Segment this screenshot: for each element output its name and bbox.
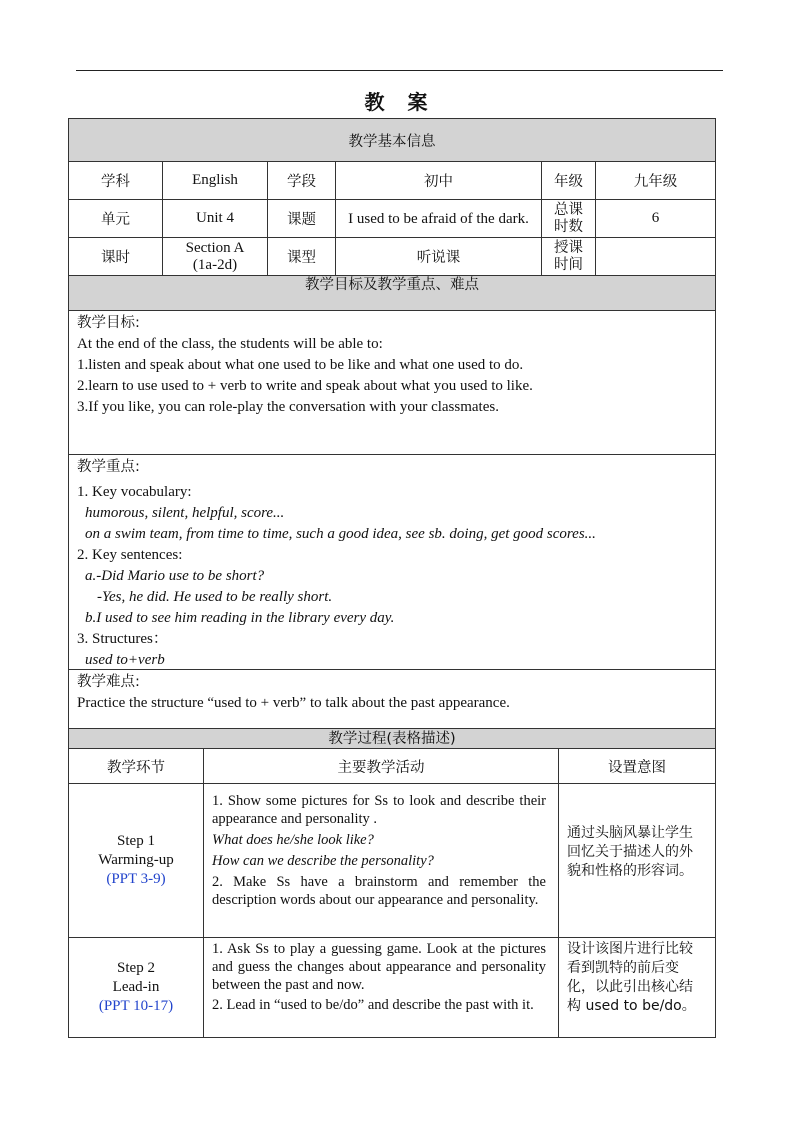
activity-line: 1. Ask Ss to play a guessing game. Look at the pictures and guess the changes about appearance and personality between the past and now. bbox=[212, 941, 546, 993]
value-type: 听说课 bbox=[336, 238, 542, 275]
label-type: 课型 bbox=[268, 238, 336, 275]
objectives-line: 1.listen and speak about what one used to be like and what one used to do. bbox=[77, 357, 524, 373]
label-period: 课时 bbox=[69, 238, 163, 275]
value-topic: I used to be afraid of the dark. bbox=[336, 200, 542, 237]
step-ppt: (PPT 3-9) bbox=[106, 871, 166, 887]
activity-question: How can we describe the personality? bbox=[212, 853, 434, 869]
activity-line: 2. Lead in “used to be/do” and describe the past with it. bbox=[212, 997, 534, 1013]
value-total-hours: 6 bbox=[651, 210, 660, 226]
value-stage: 初中 bbox=[336, 162, 542, 199]
objectives-line: At the end of the class, the students will be able to: bbox=[77, 336, 383, 352]
label-teaching-time: 授课时间 bbox=[542, 238, 596, 275]
intent-cell: 设计该图片进行比较看到凯特的前后变化，以此引出核心结构 used to be/do。 bbox=[567, 941, 696, 1014]
value-grade: 九年级 bbox=[633, 174, 678, 190]
step-ppt: (PPT 10-17) bbox=[98, 998, 174, 1014]
activity-line: 2. Make Ss have a brainstorm and remember the description words about our appearance and personality. bbox=[212, 874, 546, 908]
label-total-hours: 总课时数 bbox=[542, 200, 596, 237]
vocab-title: 1. Key vocabulary: bbox=[77, 484, 192, 500]
sentences-title: 2. Key sentences: bbox=[77, 547, 183, 563]
objectives-section bbox=[68, 310, 716, 455]
activity-question: What does he/she look like? bbox=[212, 832, 374, 848]
step-cell bbox=[69, 938, 204, 1037]
objectives-line: 2.learn to use used to + verb to write and speak about what you used to like. bbox=[77, 378, 533, 394]
vocab-line: humorous, silent, helpful, score... bbox=[85, 505, 285, 521]
objectives-line: 3.If you like, you can role-play the conversation with your classmates. bbox=[77, 399, 499, 415]
sentence-line: a.-Did Mario use to be short? bbox=[85, 568, 265, 584]
step-cell bbox=[69, 784, 204, 937]
step-number: Step 1 bbox=[117, 833, 155, 849]
objectives-header: 教学目标及教学重点、难点 bbox=[68, 275, 716, 311]
label-topic: 课题 bbox=[268, 200, 336, 237]
vocab-line: on a swim team, from time to time, such a good idea, see sb. doing, get good scores... bbox=[85, 526, 596, 542]
value-subject: English bbox=[163, 162, 268, 199]
key-points-label: 教学重点: bbox=[77, 459, 140, 475]
process-row-step-2 bbox=[68, 937, 716, 1038]
label-stage: 学段 bbox=[268, 162, 336, 199]
step-name: Warming-up bbox=[98, 852, 174, 868]
column-intent: 设置意图 bbox=[608, 759, 666, 776]
label-grade: 年级 bbox=[542, 162, 596, 199]
sentence-line: -Yes, he did. He used to be really short. bbox=[97, 589, 333, 605]
process-row-step-1 bbox=[68, 783, 716, 938]
difficulties-section bbox=[68, 669, 716, 729]
process-header: 教学过程(表格描述) bbox=[68, 728, 716, 749]
header-rule bbox=[76, 70, 723, 71]
activities-cell bbox=[204, 938, 559, 1037]
document-title: 教 案 bbox=[364, 90, 436, 114]
basic-info-header: 教学基本信息 bbox=[68, 118, 716, 162]
objectives-label: 教学目标: bbox=[77, 315, 140, 331]
column-stage: 教学环节 bbox=[69, 749, 204, 783]
structures-title: 3. Structures： bbox=[77, 631, 168, 647]
difficulties-label: 教学难点: bbox=[77, 674, 140, 690]
intent-cell: 通过头脑风暴让学生回忆关于描述人的外貌和性格的形容词。 bbox=[567, 825, 693, 879]
info-row-3 bbox=[68, 237, 716, 276]
label-subject: 学科 bbox=[69, 162, 163, 199]
step-name: Lead-in bbox=[112, 979, 160, 995]
sentence-line: b.I used to see him reading in the library every day. bbox=[85, 610, 395, 626]
structure-line: used to+verb bbox=[85, 652, 165, 668]
step-number: Step 2 bbox=[117, 960, 155, 976]
key-points-section bbox=[68, 454, 716, 670]
value-period: Section A (1a-2d) bbox=[163, 238, 268, 275]
activity-line: 1. Show some pictures for Ss to look and describe their appearance and personality . bbox=[212, 793, 546, 827]
difficulties-text: Practice the structure “used to + verb” to talk about the past appearance. bbox=[77, 695, 510, 711]
column-activities: 主要教学活动 bbox=[204, 749, 559, 783]
info-row-2 bbox=[68, 199, 716, 238]
info-row-1 bbox=[68, 161, 716, 200]
label-unit: 单元 bbox=[69, 200, 163, 237]
value-unit: Unit 4 bbox=[163, 200, 268, 237]
value-teaching-time bbox=[596, 238, 715, 275]
activities-cell bbox=[204, 784, 559, 937]
process-columns bbox=[68, 748, 716, 784]
